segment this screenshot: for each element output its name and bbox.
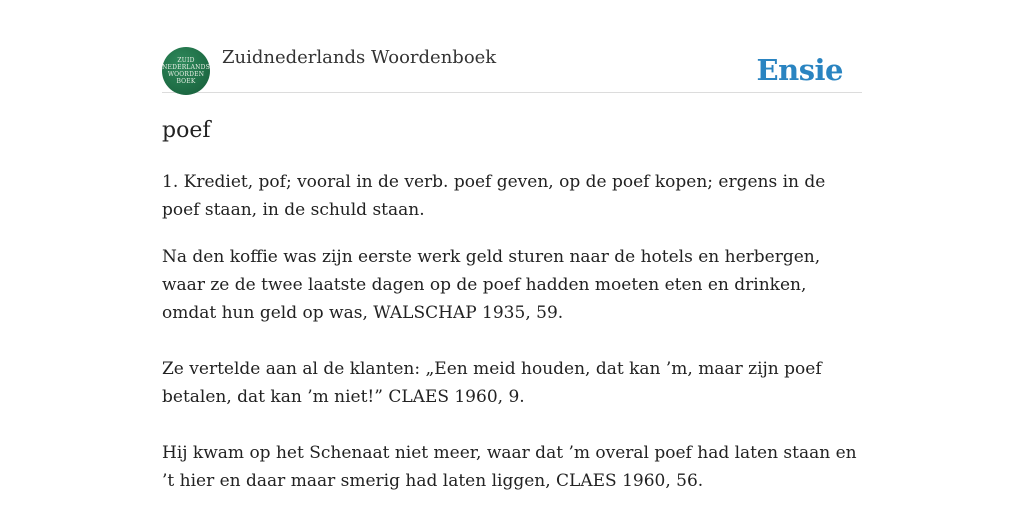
logo-line: NEDERLANDS xyxy=(162,64,210,71)
logo-line: BOEK xyxy=(176,78,196,85)
ensie-brand-link[interactable]: Ensie xyxy=(756,53,843,87)
site-logo[interactable] xyxy=(162,47,210,95)
citation-quote: Na den koffie was zijn eerste werk geld sturen naar de hotels en herbergen, waar ze de twee laatste dagen op de poef hadden moeten eten en drinken, omdat hun geld op was, WALSCHAP 1935, 59. xyxy=(162,247,821,323)
citation-quote: Ze vertelde aan al de klanten: „Een meid houden, dat kan ’m, maar zijn poef betalen, dat kan ’m niet!” CLAES 1960, 9. xyxy=(162,359,822,407)
entry-definition: 1. Krediet, pof; vooral in de verb. poef geven, op de poef kopen; ergens in de poef staan, in de schuld staan. xyxy=(162,172,826,220)
logo-line: WOORDEN xyxy=(167,71,205,78)
entry-headword: poef xyxy=(162,118,211,143)
logo-line: ZUID xyxy=(177,57,195,64)
citation-quote: Hij kwam op het Schenaat niet meer, waar dat ’m overal poef had laten staan en ’t hier en daar maar smerig had laten liggen, CLAES 1960, 56. xyxy=(162,443,857,491)
site-header xyxy=(162,46,862,93)
site-name-link[interactable]: Zuidnederlands Woordenboek xyxy=(222,47,497,68)
